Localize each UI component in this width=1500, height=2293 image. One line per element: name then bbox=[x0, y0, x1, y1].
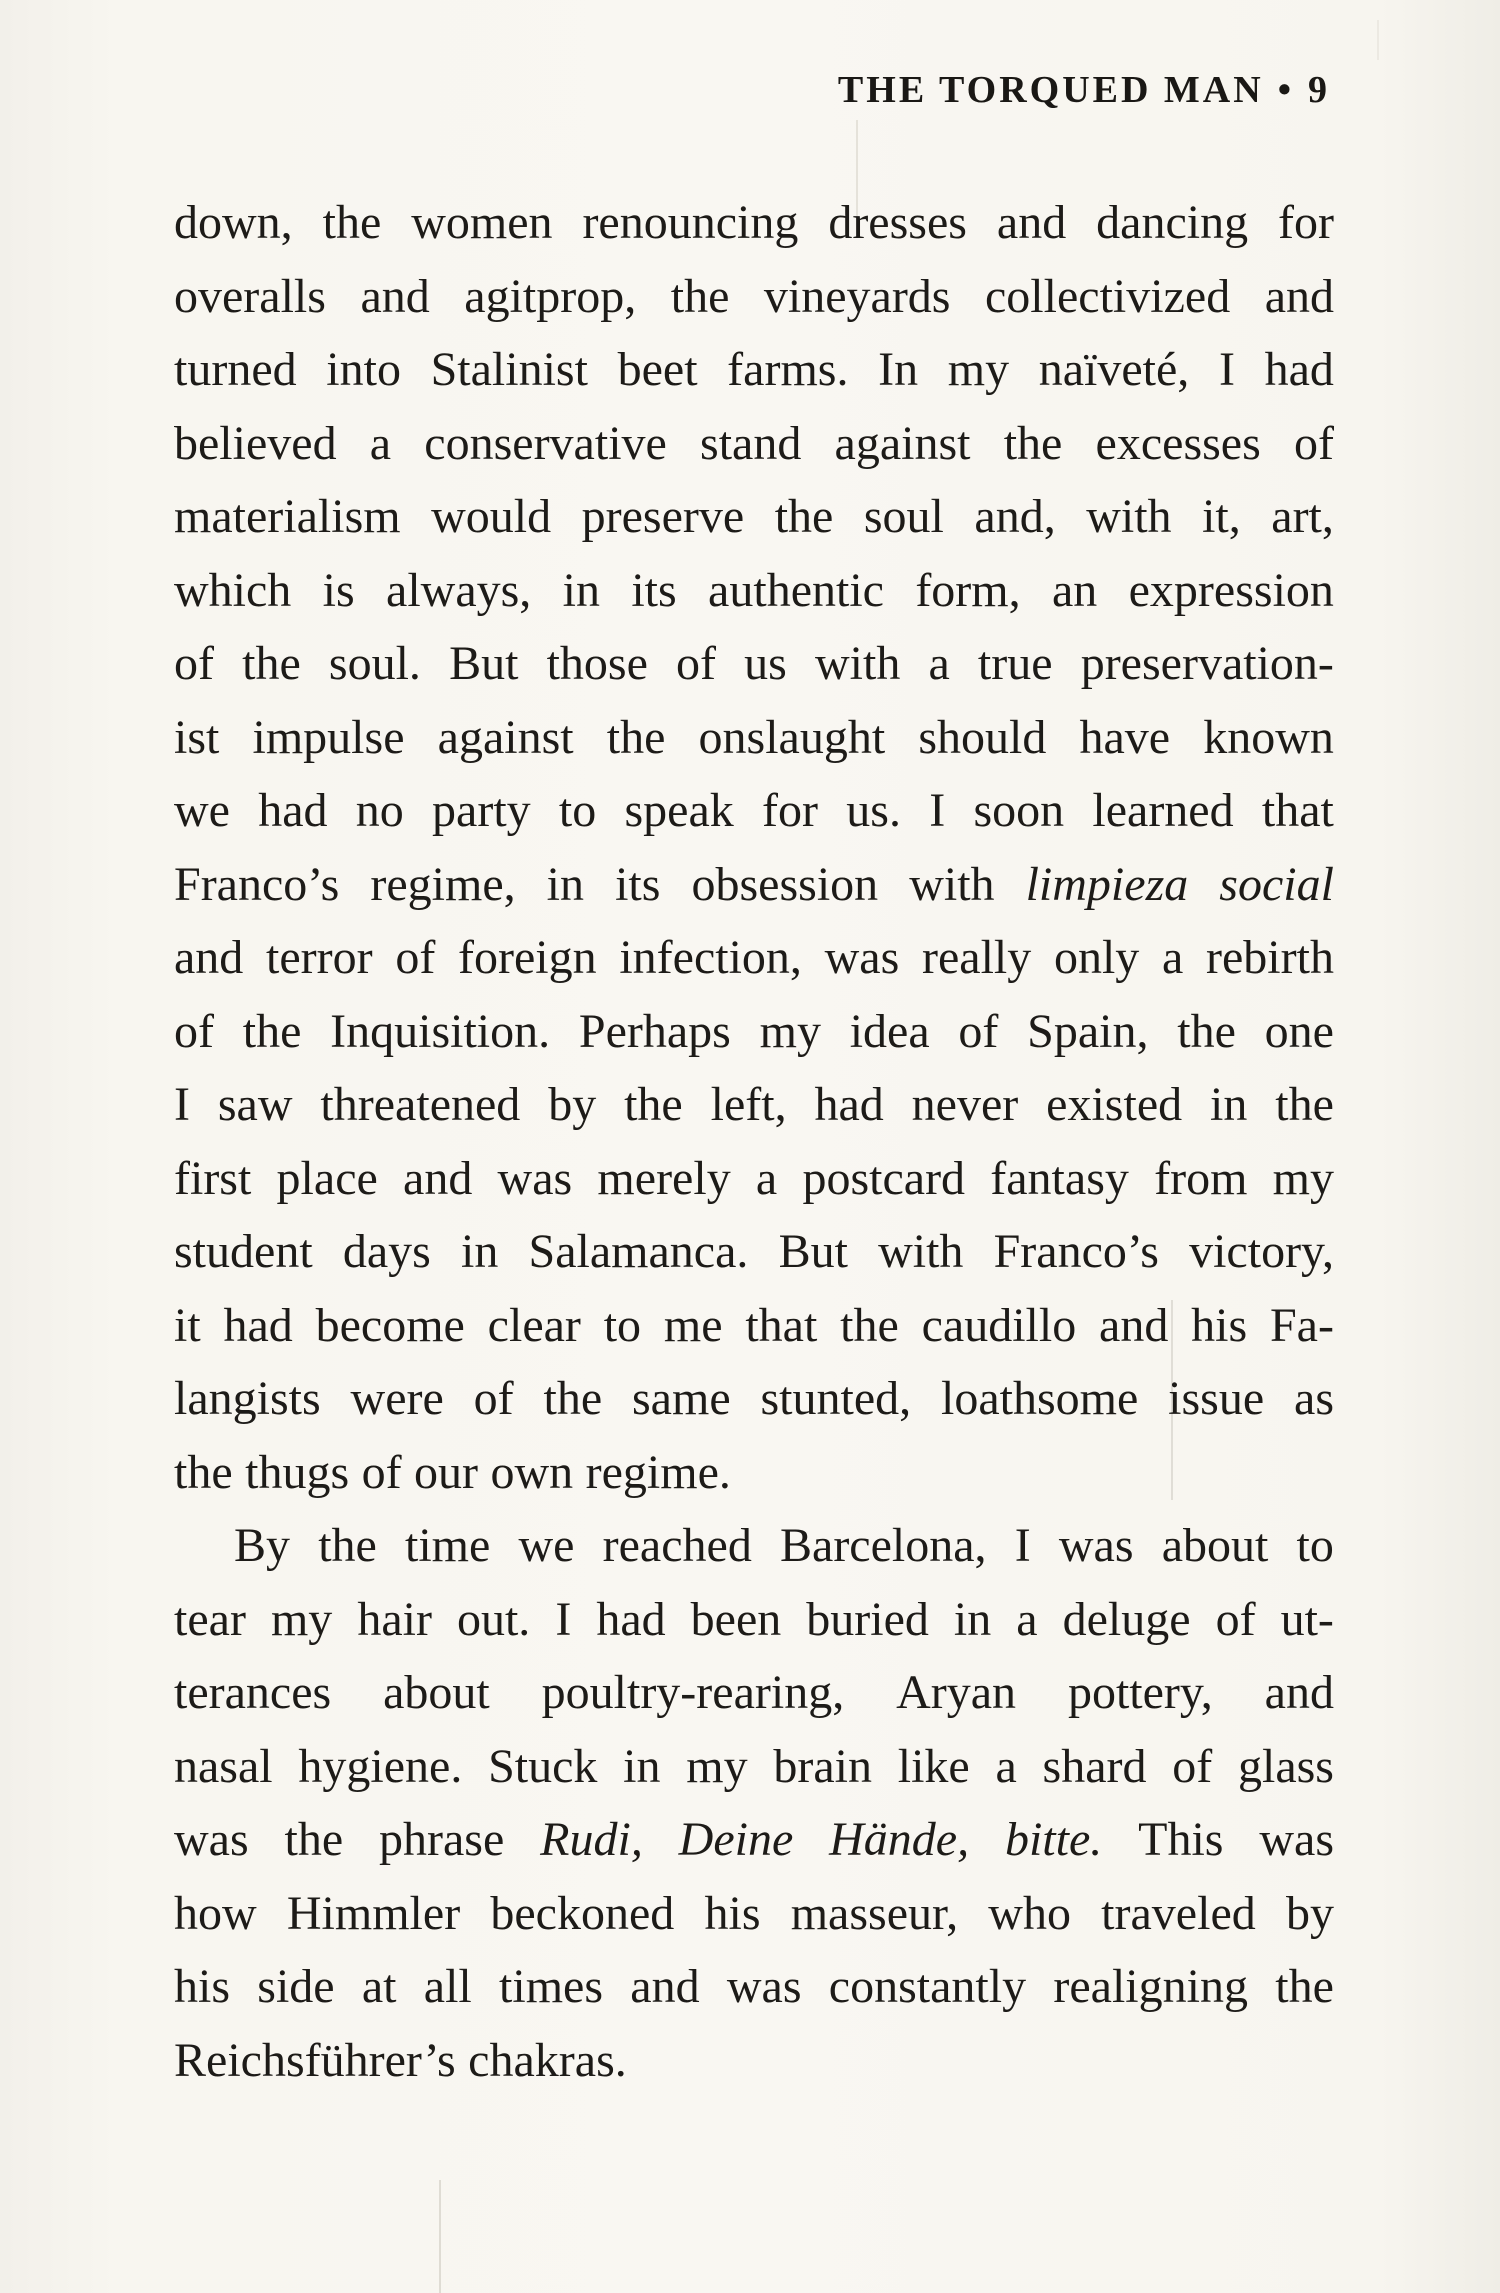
word: fantasy bbox=[990, 1151, 1129, 1205]
word: days bbox=[342, 1225, 431, 1278]
text-line bbox=[174, 1289, 1334, 1363]
word: it, bbox=[1202, 490, 1241, 543]
word: had bbox=[814, 1078, 884, 1131]
word: place bbox=[276, 1151, 378, 1205]
word: langists bbox=[174, 1372, 321, 1425]
word: and bbox=[996, 196, 1067, 249]
word: of bbox=[676, 637, 717, 690]
word: terances bbox=[174, 1666, 332, 1719]
text-line bbox=[174, 627, 1334, 701]
word: rebirth bbox=[1206, 931, 1334, 984]
word: into bbox=[326, 343, 401, 396]
word: was bbox=[174, 1813, 249, 1866]
word: the bbox=[322, 196, 382, 249]
word: foreign bbox=[458, 931, 597, 984]
word: was bbox=[824, 931, 900, 984]
text-line bbox=[174, 1436, 1334, 1510]
word: who bbox=[988, 1886, 1071, 1940]
word: chakras. bbox=[468, 2033, 627, 2087]
word: hygiene. bbox=[298, 1739, 463, 1793]
word: collectivized bbox=[984, 269, 1231, 323]
word: the bbox=[284, 1813, 344, 1866]
word: art, bbox=[1271, 490, 1334, 543]
text-line bbox=[174, 1730, 1334, 1804]
word: But bbox=[449, 637, 519, 690]
word: Inquisition. bbox=[330, 1004, 551, 1058]
word: to bbox=[603, 1298, 642, 1352]
word: was bbox=[726, 1960, 802, 2013]
word: my bbox=[759, 1004, 821, 1058]
word: the bbox=[1003, 416, 1063, 470]
text-line bbox=[174, 2024, 1334, 2098]
word: existed bbox=[1046, 1078, 1183, 1131]
word: Hände, bbox=[829, 1813, 970, 1866]
word: in bbox=[623, 1739, 661, 1793]
word: postcard bbox=[802, 1151, 966, 1205]
word: issue bbox=[1168, 1372, 1265, 1425]
word: a bbox=[1016, 1592, 1038, 1646]
word: in bbox=[546, 857, 585, 911]
word: we bbox=[174, 784, 230, 837]
word: of bbox=[958, 1004, 999, 1058]
word: party bbox=[432, 784, 531, 837]
word: infection, bbox=[619, 931, 802, 984]
word: materialism bbox=[174, 490, 401, 543]
word: the bbox=[318, 1519, 377, 1572]
text-line bbox=[174, 554, 1334, 628]
text-line bbox=[174, 333, 1334, 407]
word: ut- bbox=[1280, 1592, 1334, 1646]
text-line bbox=[174, 1509, 1334, 1583]
word: always, bbox=[386, 563, 532, 617]
body-text bbox=[174, 186, 1334, 2097]
word: I bbox=[1014, 1519, 1031, 1572]
word: my bbox=[1272, 1151, 1334, 1205]
word: idea bbox=[849, 1004, 930, 1058]
word: In bbox=[878, 343, 919, 396]
word: women bbox=[411, 196, 553, 249]
word: that bbox=[745, 1298, 818, 1352]
word: tear bbox=[174, 1592, 246, 1646]
word: me bbox=[663, 1298, 723, 1352]
word: brain bbox=[773, 1739, 872, 1793]
word: had bbox=[1264, 343, 1334, 396]
word: shard bbox=[1042, 1739, 1147, 1793]
word: and bbox=[403, 1151, 473, 1205]
word: with bbox=[878, 1225, 964, 1278]
word: excesses bbox=[1095, 416, 1261, 470]
word: a bbox=[995, 1739, 1017, 1793]
text-line bbox=[174, 1950, 1334, 2024]
word: Deine bbox=[678, 1813, 794, 1866]
word: in bbox=[1210, 1078, 1248, 1131]
word: hair bbox=[357, 1592, 432, 1646]
word: with bbox=[1086, 490, 1172, 543]
word: and bbox=[360, 269, 430, 323]
word: times bbox=[499, 1960, 604, 2013]
word: had bbox=[223, 1298, 293, 1352]
word: deluge bbox=[1062, 1592, 1191, 1646]
word: poultry-rearing, bbox=[541, 1666, 845, 1719]
word: a bbox=[755, 1151, 778, 1205]
word: its bbox=[615, 857, 661, 911]
word: how bbox=[174, 1886, 257, 1940]
word: victory, bbox=[1189, 1225, 1334, 1278]
word: which bbox=[174, 563, 292, 617]
word: the bbox=[606, 710, 666, 764]
word: the bbox=[840, 1298, 899, 1352]
word: us bbox=[744, 637, 787, 690]
word: the bbox=[1275, 1960, 1334, 2013]
word: from bbox=[1154, 1151, 1248, 1205]
word: for bbox=[762, 784, 819, 837]
running-head bbox=[838, 68, 1330, 112]
word: of bbox=[473, 1372, 514, 1425]
word: student bbox=[174, 1225, 313, 1278]
word: believed bbox=[174, 416, 337, 470]
word: and, bbox=[974, 490, 1056, 543]
word: of bbox=[361, 1445, 402, 1499]
word: his bbox=[1191, 1298, 1248, 1352]
word: Perhaps bbox=[578, 1004, 731, 1058]
word: its bbox=[631, 563, 677, 617]
word: had bbox=[596, 1592, 666, 1646]
text-line bbox=[174, 1142, 1334, 1216]
text-line bbox=[174, 701, 1334, 775]
word: that bbox=[1261, 784, 1334, 837]
word: the bbox=[1275, 1078, 1334, 1131]
word: ist bbox=[174, 710, 220, 764]
word: Salamanca. bbox=[528, 1225, 749, 1278]
word: buried bbox=[806, 1592, 929, 1646]
word: were bbox=[350, 1372, 444, 1425]
word: turned bbox=[174, 343, 297, 396]
word: beet bbox=[617, 343, 698, 396]
word: and bbox=[630, 1960, 700, 2013]
word: was bbox=[1259, 1813, 1334, 1866]
word: I bbox=[1218, 343, 1235, 396]
word: caudillo bbox=[921, 1298, 1077, 1352]
word: a bbox=[369, 416, 392, 470]
word: all bbox=[423, 1960, 472, 2013]
word: limpieza bbox=[1025, 857, 1189, 911]
word: merely bbox=[597, 1151, 731, 1205]
word: renouncing bbox=[582, 196, 799, 249]
word: for bbox=[1278, 196, 1334, 249]
word: I bbox=[555, 1592, 572, 1646]
word: only bbox=[1053, 931, 1140, 984]
word: I bbox=[174, 1078, 190, 1131]
word: constantly bbox=[828, 1960, 1027, 2013]
word: glass bbox=[1237, 1739, 1334, 1793]
word: Himmler bbox=[286, 1886, 461, 1940]
word: soon bbox=[973, 784, 1065, 837]
word: really bbox=[921, 931, 1032, 984]
word: become bbox=[315, 1298, 465, 1352]
word: of bbox=[1293, 416, 1334, 470]
word: of bbox=[1215, 1592, 1256, 1646]
word: at bbox=[361, 1960, 397, 2013]
word: Aryan bbox=[896, 1666, 1017, 1719]
word: my bbox=[947, 343, 1010, 396]
word: Stalinist bbox=[430, 343, 588, 396]
text-line bbox=[174, 848, 1334, 922]
word: traveled bbox=[1101, 1886, 1256, 1940]
text-line bbox=[174, 1362, 1334, 1436]
book-title: THE TORQUED MAN bbox=[837, 69, 1264, 111]
word: loathsome bbox=[941, 1372, 1139, 1425]
word: was bbox=[497, 1151, 573, 1205]
word: agitprop, bbox=[464, 269, 637, 323]
word: would bbox=[431, 490, 552, 543]
word: overalls bbox=[174, 269, 326, 323]
word: in bbox=[562, 563, 600, 617]
word: onslaught bbox=[698, 710, 886, 764]
word: reached bbox=[602, 1519, 752, 1572]
word: of bbox=[174, 637, 214, 690]
word: vineyards bbox=[763, 269, 951, 323]
word: true bbox=[977, 637, 1053, 690]
word: a bbox=[1162, 931, 1184, 984]
word: and bbox=[174, 931, 244, 984]
word: time bbox=[405, 1519, 491, 1572]
text-line bbox=[174, 480, 1334, 554]
word: our bbox=[414, 1445, 479, 1499]
word: no bbox=[355, 784, 404, 837]
word: By bbox=[234, 1519, 291, 1572]
paragraph bbox=[174, 1509, 1334, 2097]
word: the bbox=[624, 1078, 683, 1131]
word: have bbox=[1079, 710, 1171, 764]
word: about bbox=[383, 1666, 490, 1719]
word: realigning bbox=[1053, 1960, 1248, 2013]
word: learned bbox=[1092, 784, 1234, 837]
word: had bbox=[258, 784, 328, 837]
word: and bbox=[1099, 1298, 1169, 1352]
word: the bbox=[242, 1004, 302, 1058]
word: Reichsführer’s bbox=[174, 2033, 456, 2087]
word: Franco’s bbox=[993, 1225, 1159, 1278]
word: soul. bbox=[328, 637, 421, 690]
word: pottery, bbox=[1067, 1666, 1213, 1719]
text-line bbox=[174, 260, 1334, 334]
word: one bbox=[1264, 1004, 1334, 1058]
word: by bbox=[1285, 1886, 1334, 1940]
word: impulse bbox=[252, 710, 405, 764]
word: authentic bbox=[708, 563, 884, 617]
word: been bbox=[690, 1592, 782, 1646]
word: with bbox=[814, 637, 901, 690]
word: preserve bbox=[581, 490, 745, 543]
text-line bbox=[174, 1656, 1334, 1730]
word: I bbox=[929, 784, 946, 837]
word: first bbox=[174, 1151, 252, 1205]
word: own bbox=[490, 1445, 574, 1499]
word: stand bbox=[700, 416, 802, 470]
word: farms. bbox=[727, 343, 849, 396]
word: preservation- bbox=[1080, 637, 1334, 690]
word: dancing bbox=[1096, 196, 1249, 249]
word: as bbox=[1294, 1372, 1334, 1425]
word: was bbox=[1058, 1519, 1134, 1572]
word: a bbox=[928, 637, 950, 690]
word: we bbox=[518, 1519, 575, 1572]
word: regime, bbox=[370, 857, 516, 911]
word: masseur, bbox=[790, 1886, 959, 1940]
word: in bbox=[460, 1225, 499, 1278]
word: But bbox=[778, 1225, 848, 1278]
text-line bbox=[174, 995, 1334, 1069]
word: Stuck bbox=[488, 1739, 598, 1793]
word: an bbox=[1051, 563, 1098, 617]
word: Franco’s bbox=[174, 857, 340, 911]
word: threatened bbox=[320, 1078, 521, 1131]
word: the bbox=[242, 637, 301, 690]
text-line bbox=[174, 186, 1334, 260]
word: the bbox=[174, 1445, 233, 1499]
word: Spain, bbox=[1027, 1004, 1149, 1058]
text-line bbox=[174, 1803, 1334, 1877]
word: speak bbox=[624, 784, 734, 837]
word: against bbox=[834, 416, 971, 470]
word: down, bbox=[174, 196, 293, 249]
word: to bbox=[1296, 1519, 1334, 1572]
text-line bbox=[174, 1215, 1334, 1289]
word: expression bbox=[1128, 563, 1334, 617]
word: same bbox=[632, 1372, 731, 1425]
word: saw bbox=[217, 1078, 293, 1131]
word: the bbox=[1177, 1004, 1236, 1058]
word: the bbox=[543, 1372, 603, 1425]
word: clear bbox=[487, 1298, 581, 1352]
header-separator: • bbox=[1277, 69, 1294, 111]
word: obsession bbox=[691, 857, 879, 911]
word: stunted, bbox=[760, 1372, 912, 1425]
word: should bbox=[918, 710, 1047, 764]
word: terror bbox=[266, 931, 373, 984]
word: never bbox=[911, 1078, 1019, 1131]
word: the bbox=[670, 269, 730, 323]
word: conservative bbox=[424, 416, 667, 470]
text-line bbox=[174, 407, 1334, 481]
word: with bbox=[909, 857, 995, 911]
word: and bbox=[1264, 269, 1334, 323]
word: Rudi, bbox=[540, 1813, 643, 1866]
word: beckoned bbox=[490, 1886, 675, 1940]
word: social bbox=[1219, 857, 1334, 911]
word: left, bbox=[710, 1078, 787, 1131]
word: side bbox=[257, 1960, 335, 2013]
word: those bbox=[546, 637, 648, 690]
word: like bbox=[897, 1739, 970, 1793]
word: Barcelona, bbox=[780, 1519, 987, 1572]
page-number: 9 bbox=[1308, 69, 1330, 111]
word: of bbox=[174, 1004, 214, 1058]
text-line bbox=[174, 1068, 1334, 1142]
text-line bbox=[174, 1583, 1334, 1657]
word: Fa- bbox=[1269, 1298, 1334, 1352]
word: thugs bbox=[245, 1445, 350, 1499]
word: known bbox=[1203, 710, 1334, 764]
word: it bbox=[174, 1298, 201, 1352]
word: against bbox=[437, 710, 574, 764]
word: This bbox=[1138, 1813, 1224, 1866]
word: out. bbox=[456, 1592, 531, 1646]
word: my bbox=[270, 1592, 333, 1646]
paragraph bbox=[174, 186, 1334, 1509]
word: bitte. bbox=[1004, 1813, 1103, 1866]
word: his bbox=[174, 1960, 231, 2013]
word: form, bbox=[915, 563, 1021, 617]
word: dresses bbox=[828, 196, 967, 249]
word: by bbox=[548, 1078, 597, 1131]
text-line bbox=[174, 921, 1334, 995]
word: us. bbox=[846, 784, 901, 837]
word: of bbox=[395, 931, 436, 984]
text-line bbox=[174, 774, 1334, 848]
word: my bbox=[686, 1739, 748, 1793]
text-line bbox=[174, 1877, 1334, 1951]
word: is bbox=[322, 563, 355, 617]
word: regime. bbox=[585, 1445, 731, 1499]
word: of bbox=[1172, 1739, 1213, 1793]
word: to bbox=[558, 784, 597, 837]
word: nasal bbox=[174, 1739, 273, 1793]
word: soul bbox=[863, 490, 944, 543]
word: his bbox=[704, 1886, 761, 1940]
word: about bbox=[1161, 1519, 1269, 1572]
word: in bbox=[953, 1592, 992, 1646]
word: the bbox=[774, 490, 834, 543]
word: and bbox=[1264, 1666, 1334, 1719]
word: naïveté, bbox=[1038, 343, 1190, 396]
word: phrase bbox=[379, 1813, 505, 1866]
